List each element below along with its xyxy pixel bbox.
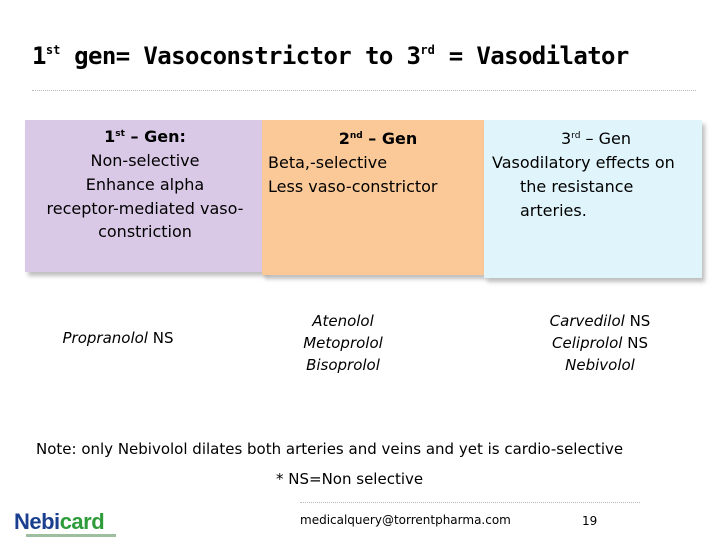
third-gen-drug-list bbox=[520, 310, 680, 376]
third-gen-heading: 3rd – Gen bbox=[560, 129, 631, 148]
page-number: 19 bbox=[582, 514, 598, 528]
nebicard-logo: Nebicard bbox=[14, 510, 129, 542]
first-gen-line: receptor-mediated vaso- bbox=[46, 199, 244, 218]
third-gen-line: the resistance bbox=[520, 177, 634, 196]
drug-item: Carvedilol NS bbox=[549, 312, 651, 330]
second-gen-drug-list bbox=[268, 310, 418, 376]
second-gen-line: Less vaso-constrictor bbox=[268, 177, 438, 196]
third-gen-line: arteries. bbox=[520, 201, 587, 220]
first-gen-line: Non-selective bbox=[90, 151, 200, 170]
first-gen-drug-list bbox=[48, 327, 188, 349]
contact-email: medicalquery@torrentpharma.com bbox=[300, 513, 511, 527]
second-gen-heading: 2nd – Gen bbox=[338, 129, 418, 148]
drug-item: Nebivolol bbox=[565, 356, 635, 374]
third-gen-line: Vasodilatory effects on bbox=[492, 153, 675, 172]
logo-tagline-bar bbox=[26, 534, 116, 537]
third-gen-box bbox=[484, 120, 702, 278]
ns-footnote: * NS=Non selective bbox=[276, 470, 424, 488]
second-gen-line: Beta,-selective bbox=[268, 153, 388, 172]
drug-item: Metoprolol bbox=[303, 334, 383, 352]
slide-title: 1st gen= Vasoconstrictor to 3rd = Vasodilator bbox=[32, 42, 629, 70]
title-divider bbox=[32, 90, 696, 91]
second-gen-box bbox=[262, 120, 484, 275]
first-gen-heading: 1st – Gen: bbox=[104, 127, 186, 146]
first-gen-line: constriction bbox=[98, 222, 192, 241]
footer-divider bbox=[300, 502, 640, 503]
drug-item: Bisoprolol bbox=[306, 356, 380, 374]
selectivity-note: Note: only Nebivolol dilates both arteries and veins and yet is cardio-selective bbox=[36, 440, 624, 458]
drug-item: Atenolol bbox=[312, 312, 374, 330]
drug-item: Celiprolol NS bbox=[552, 334, 648, 352]
drug-item: Propranolol NS bbox=[62, 329, 174, 347]
first-gen-line: Enhance alpha bbox=[85, 175, 205, 194]
first-gen-box bbox=[25, 120, 265, 272]
